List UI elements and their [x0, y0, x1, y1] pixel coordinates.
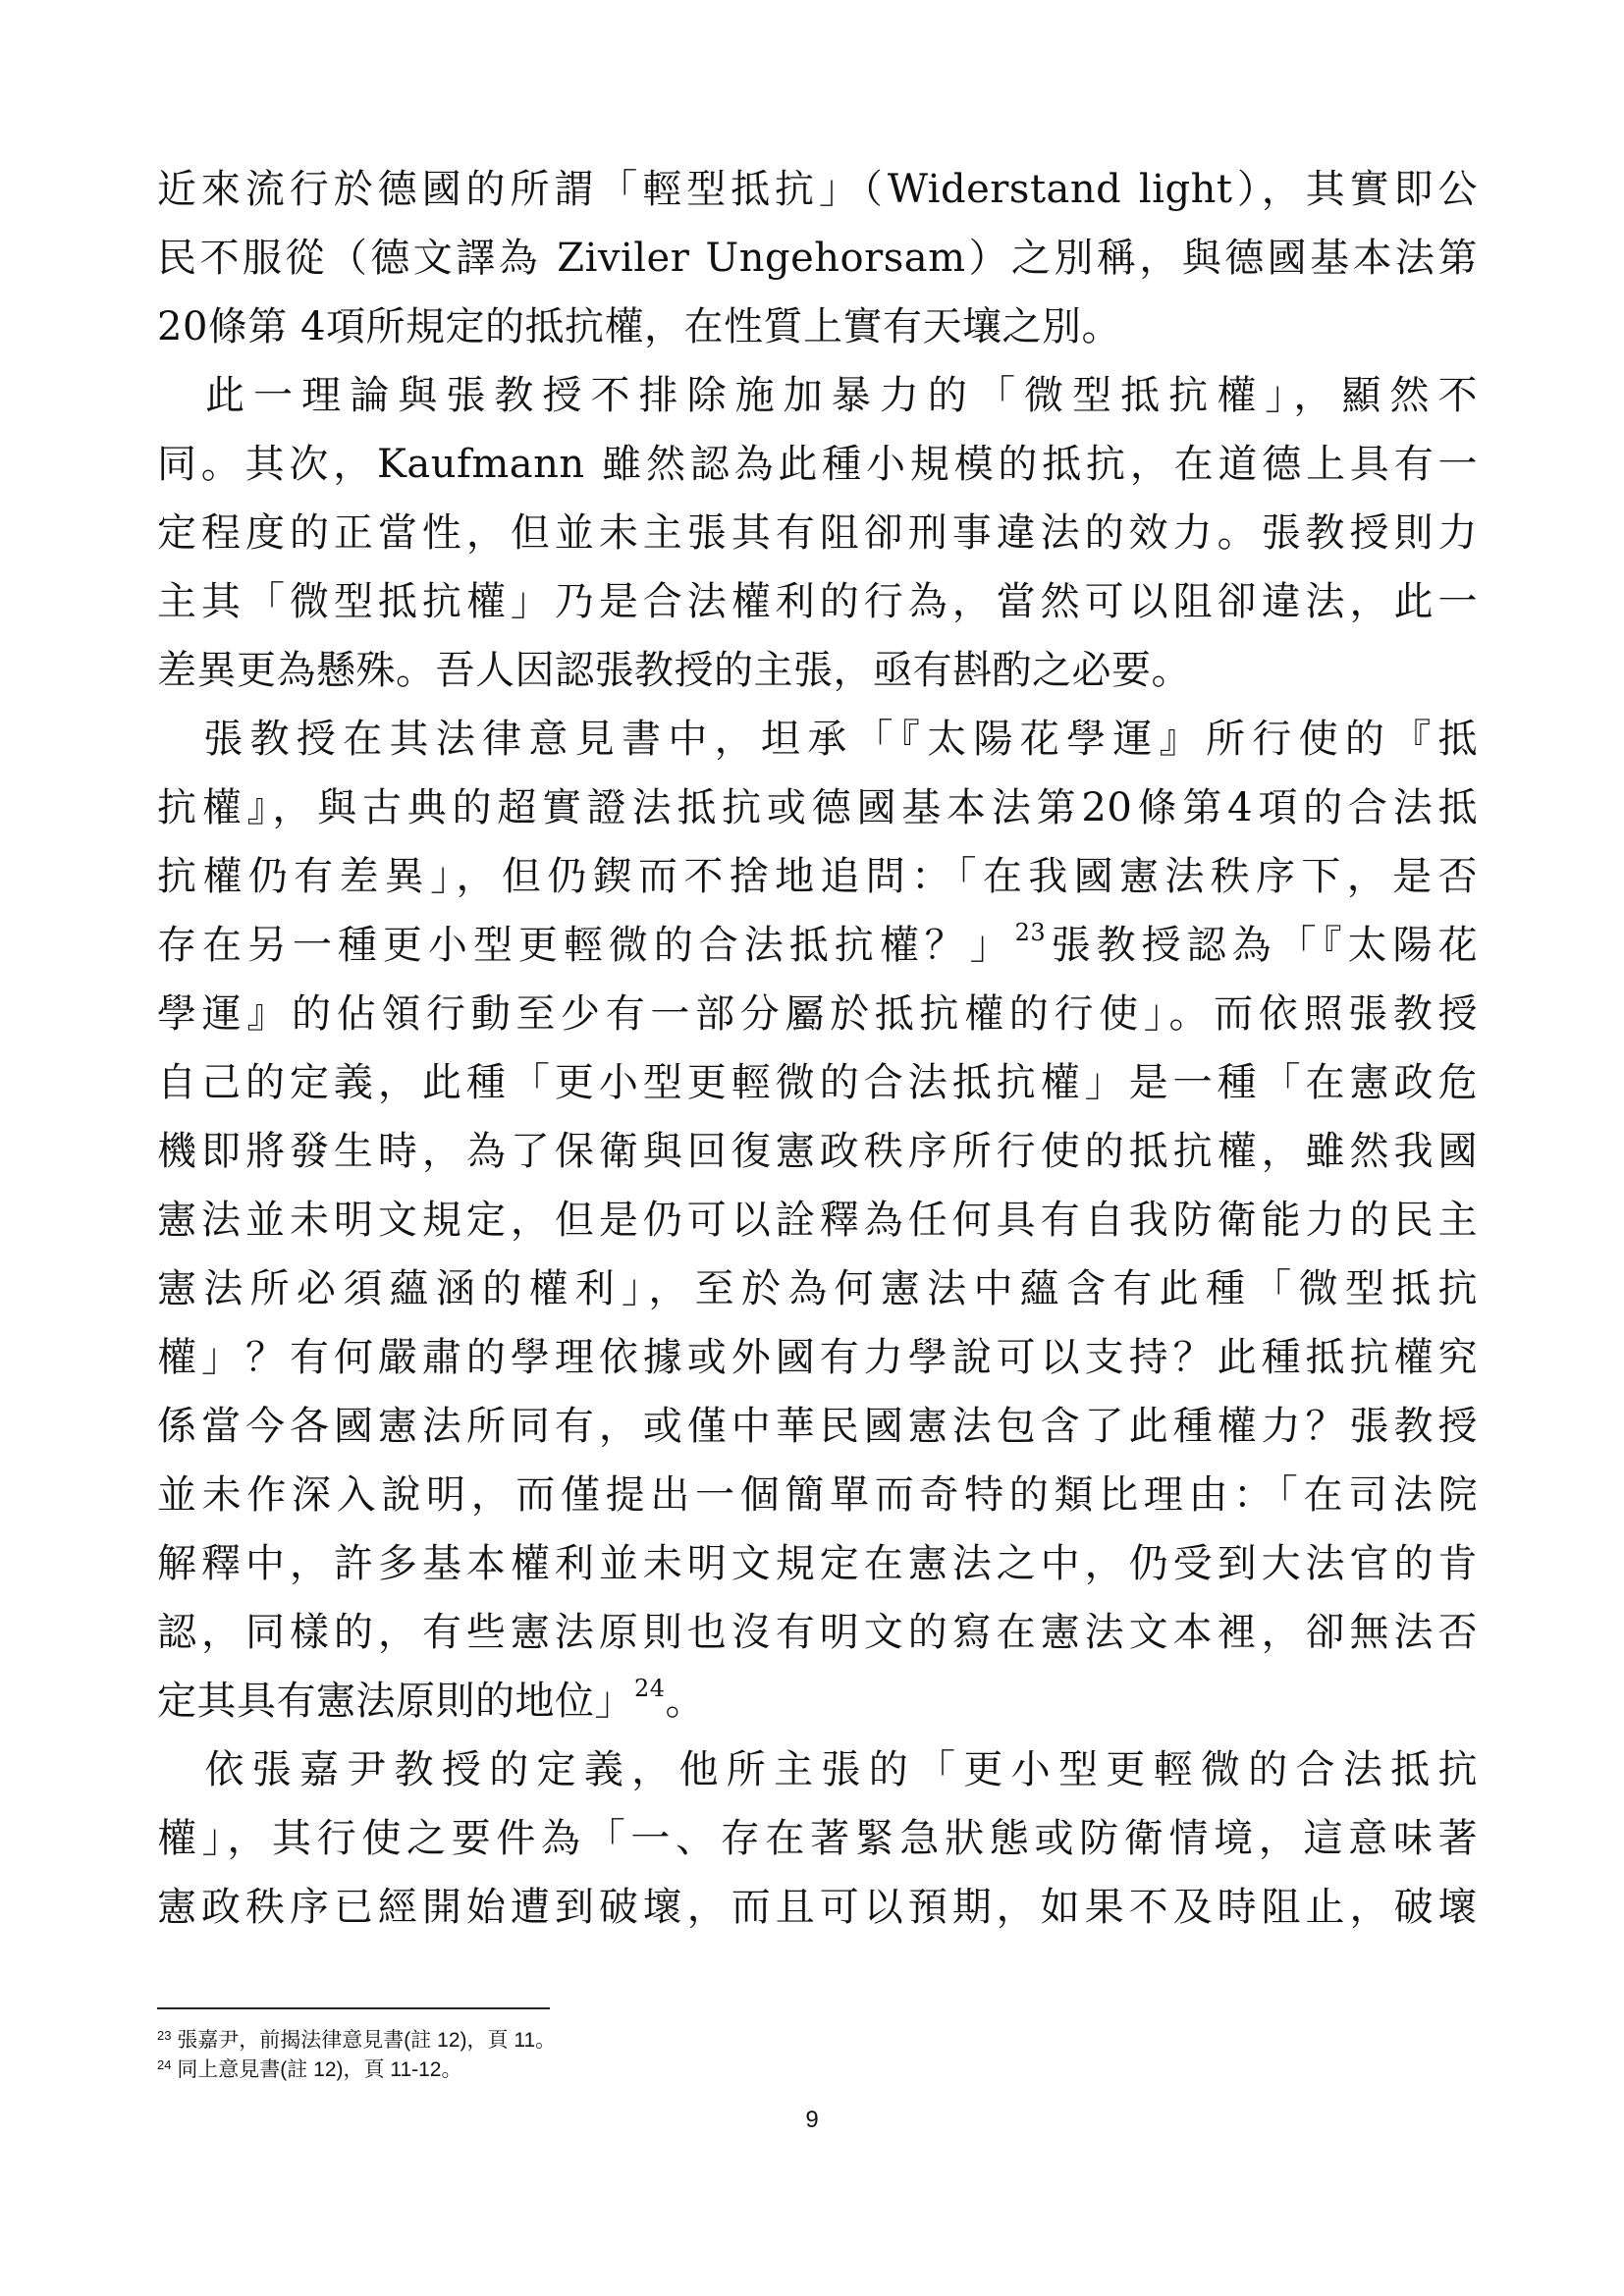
text-line: 權」？有何嚴肅的學理依據或外國有力學說可以支持？此種抵抗權究 [157, 1335, 1478, 1380]
text-line: 憲法所必須蘊涵的權利」，至於為何憲法中蘊含有此種「微型抵抗 [157, 1266, 1478, 1311]
text-line: 同。其次，Kaufmann 雖然認為此種小規模的抵抗，在道德上具有一 [157, 442, 1478, 487]
text-line: 憲法並未明文規定，但是仍可以詮釋為任何具有自我防衛能力的民主 [157, 1198, 1478, 1243]
text-segment: 張教授認為「『太陽花 [1046, 923, 1479, 968]
page-number: 9 [805, 2107, 819, 2133]
text-line: 權」，其行使之要件為「一、存在著緊急狀態或防衛情境，這意味著 [157, 1816, 1478, 1861]
footnote-23 [157, 2026, 1335, 2056]
footnote-divider [157, 2007, 550, 2009]
text-line: 20條第 4項所規定的抵抗權，在性質上實有天壤之別。 [157, 304, 1122, 349]
text-line: 抗權仍有差異」，但仍鍥而不捨地追問：「在我國憲法秩序下，是否 [157, 854, 1478, 899]
text-line: 自己的定義，此種「更小型更輕微的合法抵抗權」是一種「在憲政危 [157, 1060, 1478, 1105]
text-line: 張教授在其法律意見書中，坦承「『太陽花學運』所行使的『抵 [157, 717, 1478, 762]
text-line: 並未作深入說明，而僅提出一個簡單而奇特的類比理由：「在司法院 [157, 1472, 1478, 1518]
text-segment: 存在另一種更小型更輕微的合法抵抗權？」 [157, 923, 1015, 968]
text-line: 依張嘉尹教授的定義，他所主張的「更小型更輕微的合法抵抗 [157, 1747, 1478, 1792]
text-line: 機即將發生時，為了保衛與回復憲政秩序所行使的抵抗權，雖然我國 [157, 1129, 1478, 1174]
footnote-text: 同上意見書(註 12)，頁 11-12。 [177, 2058, 462, 2081]
text-line: 解釋中，許多基本權利並未明文規定在憲法之中，仍受到大法官的肯 [157, 1541, 1478, 1586]
text-line [157, 911, 1478, 980]
footnotes [157, 2026, 1335, 2085]
text-line: 主其「微型抵抗權」乃是合法權利的行為，當然可以阻卻違法，此一 [157, 579, 1478, 624]
body-text [157, 155, 1478, 1942]
text-line: 差異更為懸殊。吾人因認張教授的主張，亟有斟酌之必要。 [157, 648, 1191, 693]
text-line: 抗權』，與古典的超實證法抵抗或德國基本法第20條第4項的合法抵 [157, 785, 1478, 830]
footnote-ref-24[interactable]: 24 [634, 1675, 666, 1702]
text-segment: 。 [665, 1679, 706, 1724]
footnote-text: 張嘉尹，前揭法律意見書(註 12)，頁 11。 [177, 2029, 557, 2052]
footnote-mark: 23 [157, 2028, 172, 2043]
text-line: 憲政秩序已經開始遭到破壞，而且可以預期，如果不及時阻止，破壞 [157, 1885, 1478, 1930]
text-segment: 定其具有憲法原則的地位」 [157, 1679, 634, 1724]
text-line: 係當今各國憲法所同有，或僅中華民國憲法包含了此種權力？張教授 [157, 1404, 1478, 1449]
text-line: 定程度的正當性，但並未主張其有阻卻刑事違法的效力。張教授則力 [157, 510, 1478, 556]
text-line: 學運』的佔領行動至少有一部分屬於抵抗權的行使」。而依照張教授 [157, 991, 1478, 1037]
footnote-24 [157, 2056, 1335, 2085]
text-line: 近來流行於德國的所謂「輕型抵抗」（Widerstand light），其實即公 [157, 167, 1478, 212]
footnote-ref-23[interactable]: 23 [1014, 919, 1047, 946]
text-line: 民不服從（德文譯為 Ziviler Ungehorsam）之別稱，與德國基本法第 [157, 236, 1478, 281]
text-line: 此一理論與張教授不排除施加暴力的「微型抵抗權」，顯然不 [157, 373, 1478, 418]
text-line [157, 1667, 1478, 1735]
footnote-mark: 24 [157, 2057, 172, 2072]
text-line: 認，同樣的，有些憲法原則也沒有明文的寫在憲法文本裡，卻無法否 [157, 1610, 1478, 1655]
